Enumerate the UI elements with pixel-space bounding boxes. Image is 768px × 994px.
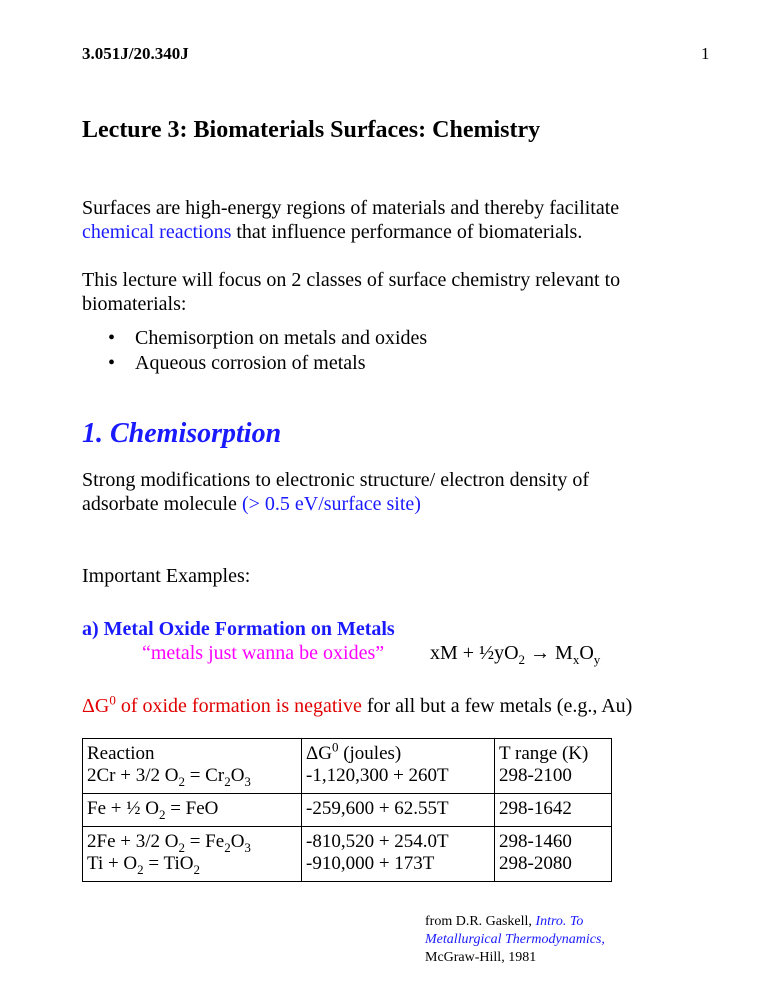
table-cell: T range (K) 298-2100 bbox=[495, 739, 612, 794]
section-heading: 1. Chemisorption bbox=[82, 418, 282, 449]
table-row bbox=[83, 827, 612, 882]
oxidation-equation: xM + $\frac{1}{2}yO_2 \to M_xO_y$ bbox=[430, 642, 601, 667]
subsection-heading: a) Metal Oxide Formation on Metals bbox=[82, 618, 395, 640]
table-cell: Reaction 2Cr + 3/2 $O_2 = Cr_2O_3$ bbox=[83, 739, 302, 794]
description-text: Strong modifications to electronic structure/ electron density of adsorbate molecule bbox=[82, 469, 590, 515]
course-code: 3.051J/20.340J bbox=[82, 44, 189, 63]
intro-highlight: chemical reactions bbox=[82, 221, 232, 243]
table-cell: -810,520 + 254.0T -910,000 + 173T bbox=[302, 827, 495, 882]
table-cell: 298-1642 bbox=[495, 794, 612, 827]
table-cell: 298-1460 298-2080 bbox=[495, 827, 612, 882]
table-row bbox=[83, 794, 612, 827]
table-cell: Fe + ½ $O_2$ = FeO bbox=[83, 794, 302, 827]
table-cell: 2Fe + 3/2 $O_2 = Fe_2O_3$ $Ti + O_2 = TiO_2$ bbox=[83, 827, 302, 882]
intro-text-start: Surfaces are high-energy regions of materials and thereby facilitate bbox=[82, 197, 620, 219]
energy-note: (> 0.5 eV/surface site) bbox=[241, 493, 421, 515]
intro-paragraph bbox=[82, 196, 702, 244]
examples-label: Important Examples: bbox=[82, 565, 251, 587]
gibbs-energy-statement: $\Delta G^0$ of oxide formation is negative for all but a few metals (e.g., Au) bbox=[82, 692, 633, 717]
table-row bbox=[83, 739, 612, 794]
intro-text-end: that influence performance of biomaterials. bbox=[231, 221, 583, 243]
table-cell: -259,600 + 62.55T bbox=[302, 794, 495, 827]
focus-list bbox=[108, 326, 427, 376]
tagline: “metals just wanna be oxides” bbox=[142, 642, 385, 664]
citation: from D.R. Gaskell, Intro. To Metallurgical Thermodynamics, McGraw-Hill, 1981 bbox=[425, 914, 605, 965]
list-item: • Aqueous corrosion of metals bbox=[108, 351, 427, 376]
lecture-title: Lecture 3: Biomaterials Surfaces: Chemistry bbox=[82, 117, 541, 143]
table-cell: $\Delta G^0$ (joules) -1,120,300 + 260T bbox=[302, 739, 495, 794]
page-number: 1 bbox=[701, 44, 710, 63]
oxide-formation-table bbox=[82, 738, 612, 882]
chemisorption-description bbox=[82, 468, 642, 516]
focus-paragraph: This lecture will focus on 2 classes of surface chemistry relevant to biomaterials: bbox=[82, 269, 621, 315]
citation-title: Intro. To Metallurgical Thermodynamics, bbox=[425, 914, 605, 947]
list-item: • Chemisorption on metals and oxides bbox=[108, 326, 427, 351]
